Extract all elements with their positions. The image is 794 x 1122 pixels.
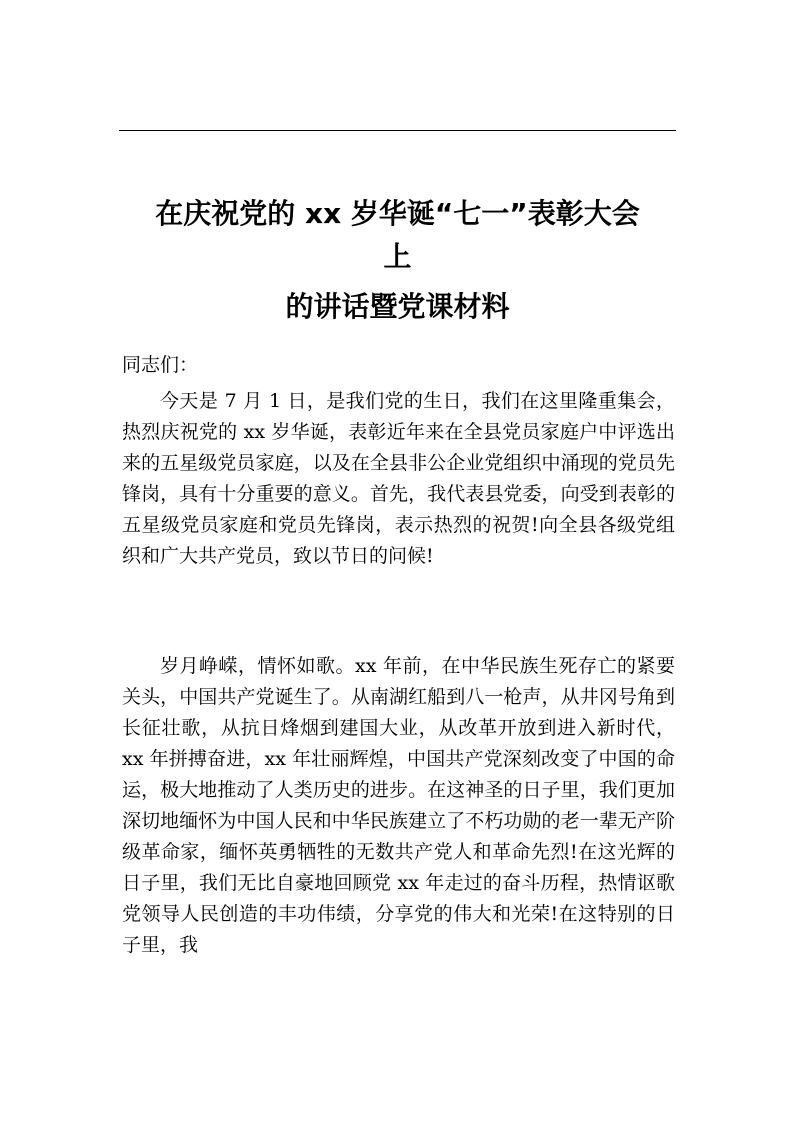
salutation: 同志们： [122, 354, 199, 376]
document-title-line-1: 在庆祝党的 xx 岁华诞“七一”表彰大会 [155, 197, 640, 230]
paragraph-1: 今天是 7 月 1 日，是我们党的生日，我们在这里隆重集会，热烈庆祝党的 xx 岁华诞，表彰近年来在全县党员家庭户中评选出来的五星级党员家庭，以及在全县非公企业党组织中涌现的党员先锋岗，具有十分重要的意义。首先，我代表县党委，向受到表彰的五星级党员家庭和党员先锋岗，表示热烈的祝贺!向全县各级党组织和广大共产党员，致以节日的问候! [122, 390, 675, 567]
document-title-line-2: 上 [383, 240, 412, 273]
header-rule [119, 130, 676, 131]
document-title-line-3: 的讲话暨党课材料 [285, 290, 510, 323]
paragraph-2: 岁月峥嵘，情怀如歌。xx 年前，在中华民族生死存亡的紧要关头，中国共产党诞生了。从南湖红船到八一枪声，从井冈号角到长征壮歌，从抗日烽烟到建国大业，从改革开放到进入新时代，xx 年拼搏奋进，xx 年壮丽辉煌，中国共产党深刻改变了中国的命运，极大地推动了人类历史的进步。在这神圣的日子里，我们更加深切地缅怀为中国人民和中华民族建立了不朽功勋的老一辈无产阶级革命家，缅怀英勇牺牲的无数共产党人和革命先烈!在这光辉的日子里，我们无比自豪地回顾党 xx 年走过的奋斗历程，热情讴歌党领导人民创造的丰功伟绩，分享党的伟大和光荣!在这特别的日子里，我 [122, 655, 675, 956]
